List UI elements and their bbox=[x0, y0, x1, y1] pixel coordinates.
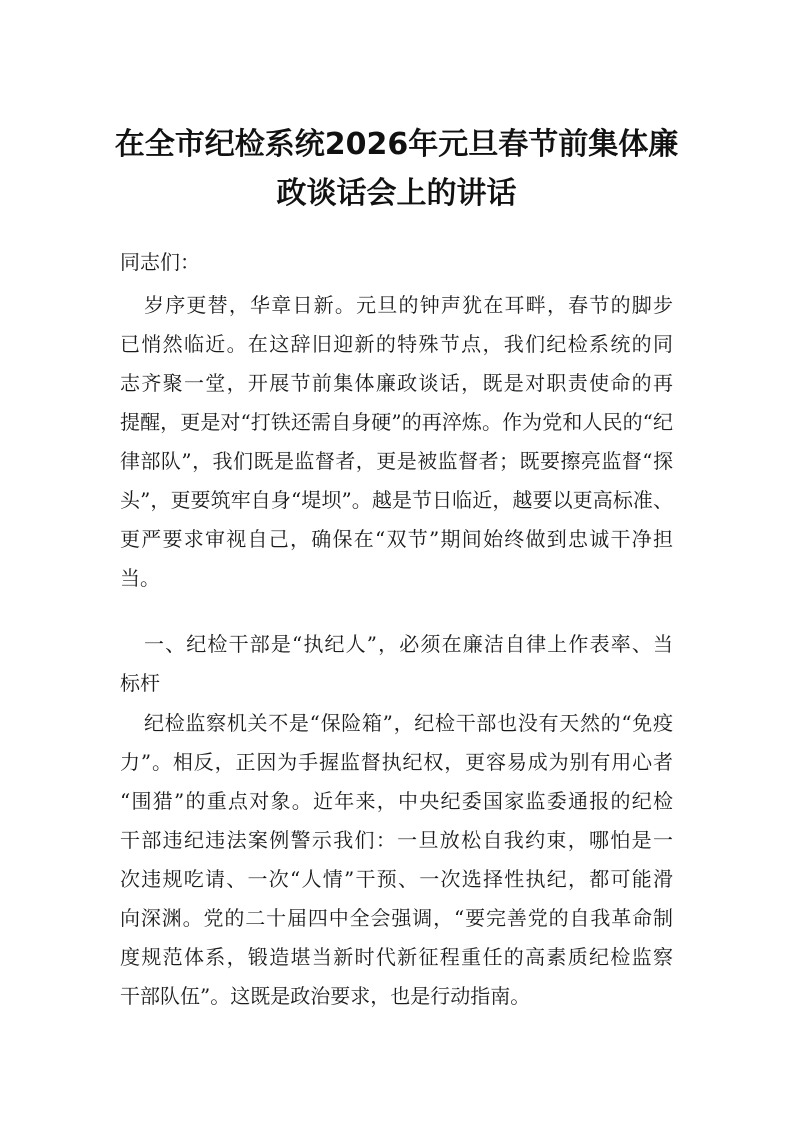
document-title-line-2: 政谈话会上的讲话 bbox=[276, 176, 517, 211]
paragraph-1-line-7: 更严要求审视自己，确保在“双节”期间始终做到忠诚干净担 bbox=[120, 527, 673, 551]
paragraph-2-line-2: 力”。相反，正因为手握监督执纪权，更容易成为别有用心者 bbox=[120, 750, 673, 774]
paragraph-2-line-8: 干部队伍”。这既是政治要求，也是行动指南。 bbox=[120, 984, 531, 1008]
section-heading-1-line-1: 一、纪检干部是“执纪人”，必须在廉洁自律上作表率、当 bbox=[144, 632, 673, 656]
section-heading-1-line-2: 标杆 bbox=[120, 671, 160, 695]
paragraph-1-line-4: 提醒，更是对“打铁还需自身硬”的再淬炼。作为党和人民的“纪 bbox=[120, 410, 673, 434]
paragraph-1-line-8: 当。 bbox=[120, 566, 160, 590]
document-title-line-1: 在全市纪检系统2026年元旦春节前集体廉 bbox=[114, 127, 679, 162]
paragraph-2-line-3: “围猎”的重点对象。近年来，中央纪委国家监委通报的纪检 bbox=[120, 789, 673, 813]
paragraph-1-line-1: 岁序更替，华章日新。元旦的钟声犹在耳畔，春节的脚步 bbox=[144, 293, 673, 317]
paragraph-2-line-7: 度规范体系，锻造堪当新时代新征程重任的高素质纪检监察 bbox=[120, 945, 673, 969]
paragraph-1-line-2: 已悄然临近。在这辞旧迎新的特殊节点，我们纪检系统的同 bbox=[120, 332, 673, 356]
paragraph-2-line-5: 次违规吃请、一次“人情”干预、一次选择性执纪，都可能滑 bbox=[120, 867, 673, 891]
salutation: 同志们： bbox=[120, 250, 200, 274]
paragraph-2-line-4: 干部违纪违法案例警示我们：一旦放松自我约束，哪怕是一 bbox=[120, 828, 673, 852]
paragraph-1-line-5: 律部队”，我们既是监督者，更是被监督者；既要擦亮监督“探 bbox=[120, 449, 673, 473]
paragraph-1-line-3: 志齐聚一堂，开展节前集体廉政谈话，既是对职责使命的再 bbox=[120, 371, 673, 395]
paragraph-2-line-1: 纪检监察机关不是“保险箱”，纪检干部也没有天然的“免疫 bbox=[144, 711, 673, 735]
paragraph-2-line-6: 向深渊。党的二十届四中全会强调，“要完善党的自我革命制 bbox=[120, 906, 673, 930]
paragraph-1-line-6: 头”，更要筑牢自身“堤坝”。越是节日临近，越要以更高标准、 bbox=[120, 488, 673, 512]
